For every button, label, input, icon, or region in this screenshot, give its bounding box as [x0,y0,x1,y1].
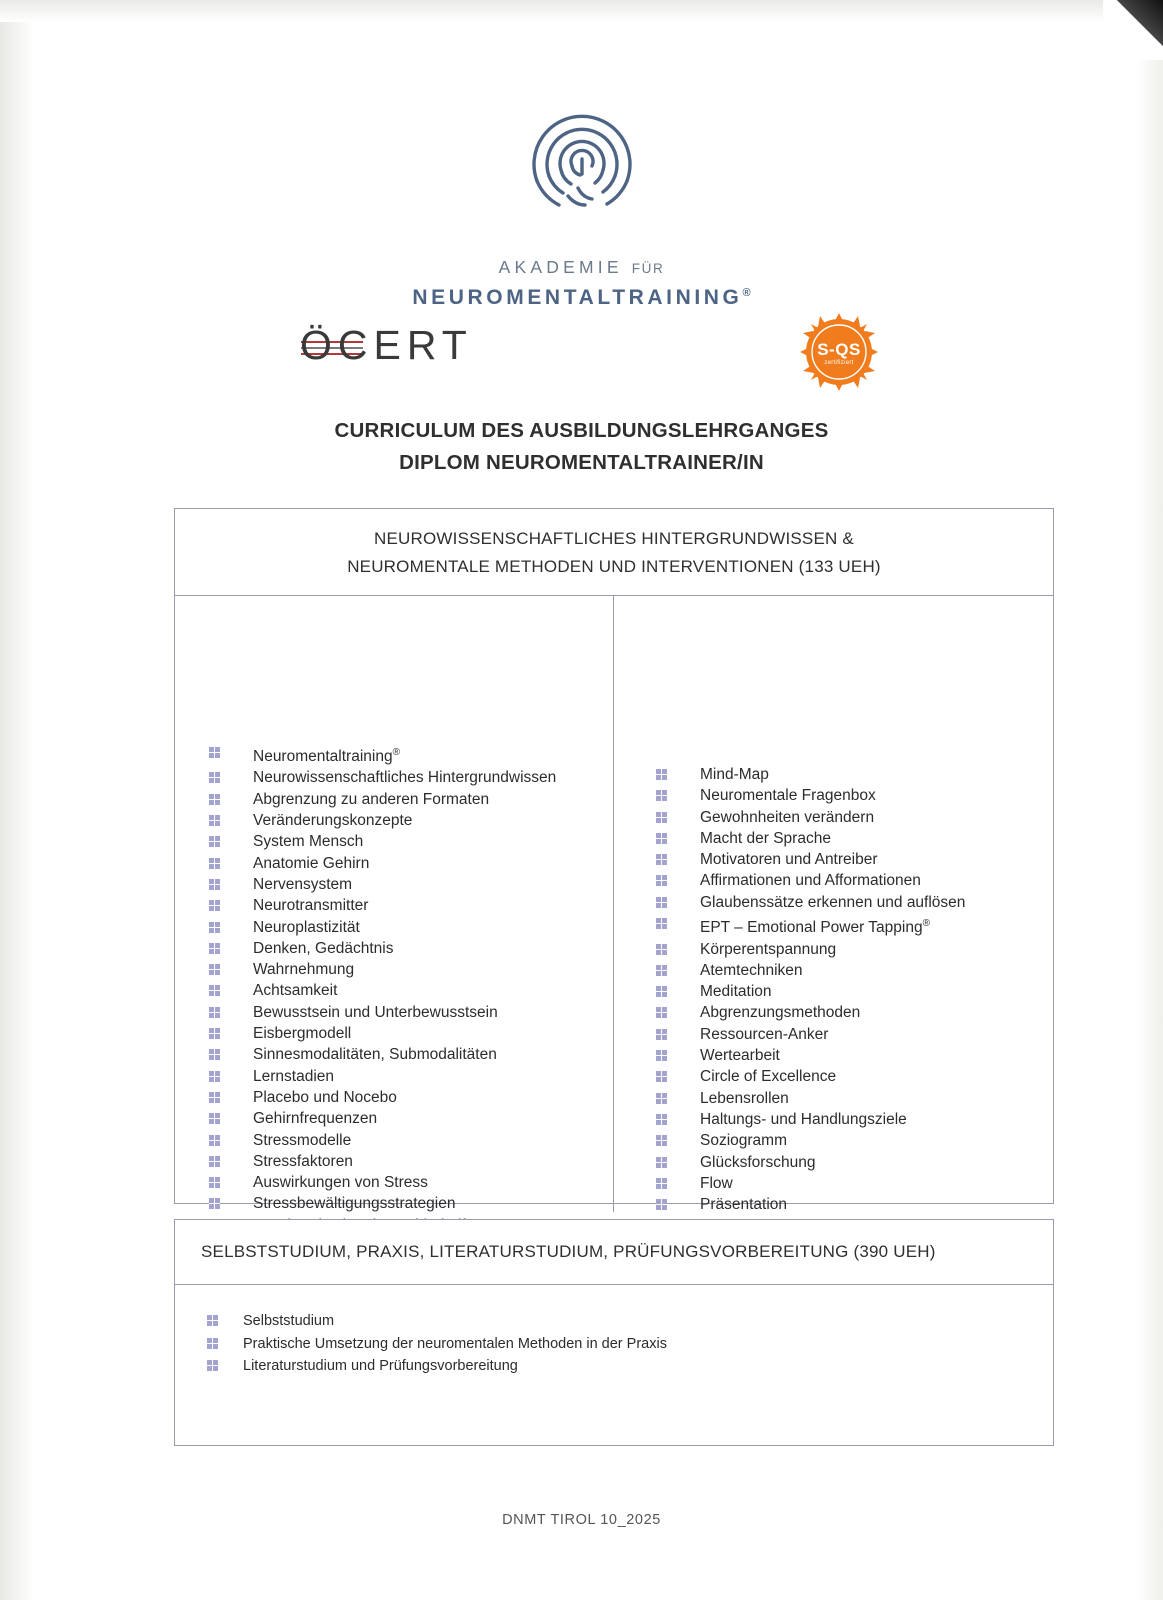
square-bullet-icon [656,944,667,955]
list-item-label: Placebo und Nocebo [253,1088,397,1106]
square-bullet-icon [209,922,220,933]
square-bullet-icon [656,1135,667,1146]
list-item-label: System Mensch [253,833,364,851]
list-item [209,1193,613,1214]
curriculum-main-header [175,509,1053,596]
list-item [656,1130,1053,1151]
self-study-list [207,1310,1053,1378]
self-study-list-wrap [175,1285,1053,1378]
page-title-line-2: DIPLOM NEUROMENTALTRAINER/IN [399,451,764,474]
list-item-label: Präsentation [700,1196,788,1214]
square-bullet-icon [656,1114,667,1125]
list-item-label: Wahrnehmung [253,961,355,979]
square-bullet-icon [209,943,220,954]
list-item-label: Nervensystem [253,875,353,893]
square-bullet-icon [209,964,220,975]
square-bullet-icon [209,1198,220,1209]
curriculum-columns [175,596,1053,1212]
list-item-label: EPT – Emotional Power Tapping® [700,918,930,937]
square-bullet-icon [656,1007,667,1018]
list-item-label: Lernstadien [253,1067,335,1085]
list-item [656,1088,1053,1109]
page-footer: DNMT TIROL 10_2025 [502,1512,661,1528]
brand-logo [0,104,1163,310]
list-item [656,785,1053,806]
list-item-label: Neurowissenschaftliches Hintergrundwissen [253,769,557,787]
list-item [207,1333,1053,1356]
list-item [209,980,613,1001]
list-item-label: Abgrenzungsmethoden [700,1004,861,1022]
list-item-label: Haltungs- und Handlungsziele [700,1110,907,1128]
list-item-label: Atemtechniken [700,961,803,979]
list-item [209,789,613,810]
list-item [209,1023,613,1044]
square-bullet-icon [209,1007,220,1018]
square-bullet-icon [209,772,220,783]
square-bullet-icon [209,1156,220,1167]
square-bullet-icon [207,1360,218,1371]
list-item [656,764,1053,785]
square-bullet-icon [656,918,667,929]
list-item [656,913,1053,938]
square-bullet-icon [656,986,667,997]
list-item [209,1108,613,1129]
list-item-label: Macht der Sprache [700,829,831,847]
list-item-label: Stressmodelle [253,1131,352,1149]
list-item [207,1355,1053,1378]
square-bullet-icon [209,900,220,911]
fingerprint-logo-icon [523,104,641,227]
list-item [656,849,1053,870]
list-item [656,1173,1053,1194]
list-item [209,1087,613,1108]
list-item-label: Mind-Map [700,766,769,783]
brand-line-1 [0,257,1163,278]
list-item-label: Achtsamkeit [253,982,338,1000]
list-item-label: Eisbergmodell [253,1025,352,1043]
list-item [209,874,613,895]
list-item [209,959,613,980]
scan-corner-artifact [1103,0,1163,60]
square-bullet-icon [656,875,667,886]
list-item-label: Stressbewältigungsstrategien [253,1195,456,1213]
square-bullet-icon [209,836,220,847]
square-bullet-icon [656,965,667,976]
list-item [209,1066,613,1087]
list-item-label: Stressfaktoren [253,1152,353,1170]
curriculum-right-list [656,764,1053,1215]
list-item [209,938,613,959]
list-item-label: Auswirkungen von Stress [253,1174,428,1192]
list-item-label: Anatomie Gehirn [253,854,370,872]
self-study-box [174,1219,1054,1446]
curriculum-main-header-line-1: NEUROWISSENSCHAFTLICHES HINTERGRUNDWISSEN & [374,529,854,548]
brand-fuer-text: FÜR [631,261,665,276]
list-item [656,981,1053,1002]
square-bullet-icon [209,747,220,758]
square-bullet-icon [656,1157,667,1168]
square-bullet-icon [209,985,220,996]
list-item [656,1194,1053,1215]
list-item [656,1152,1053,1173]
list-item-label: Praktische Umsetzung der neuromentalen Methoden in der Praxis [243,1335,667,1352]
list-item [209,1044,613,1065]
brand-akademie-text: AKADEMIE [498,257,623,277]
list-item-label: Ressourcen-Anker [700,1025,829,1043]
list-item [209,767,613,788]
list-item-label: Selbststudium [243,1313,335,1329]
sqs-seal [800,313,878,391]
list-item [209,1172,613,1193]
list-item-label: Abgrenzung zu anderen Formaten [253,790,490,808]
list-item [209,853,613,874]
list-item [656,807,1053,828]
list-item [656,1024,1053,1045]
list-item-label: Glaubenssätze erkennen und auflösen [700,893,966,911]
scan-edge-top [0,0,1163,22]
self-study-header: SELBSTSTUDIUM, PRAXIS, LITERATURSTUDIUM, PRÜFUNGSVORBEREITUNG (390 UEH) [175,1220,1053,1285]
list-item-label: Motivatoren und Antreiber [700,851,878,869]
list-item-label: Glücksforschung [700,1153,816,1171]
list-item [209,742,613,767]
list-item [209,1002,613,1023]
curriculum-left-list [209,742,613,1236]
curriculum-column-right [614,596,1053,1212]
list-item-label: Circle of Excellence [700,1068,837,1086]
square-bullet-icon [656,854,667,865]
list-item [656,1066,1053,1087]
square-bullet-icon [209,1113,220,1124]
square-bullet-icon [207,1315,218,1326]
list-item [656,1002,1053,1023]
list-item-label: Flow [700,1174,733,1192]
list-item-label: Wertearbeit [700,1047,780,1065]
square-bullet-icon [209,1071,220,1082]
list-item-label: Lebensrollen [700,1089,789,1107]
list-item [209,917,613,938]
list-item [209,1130,613,1151]
list-item-label: Bewusstsein und Unterbewusstsein [253,1003,498,1021]
registered-mark: ® [922,918,930,930]
square-bullet-icon [209,858,220,869]
square-bullet-icon [656,790,667,801]
list-item-label: Gehirnfrequenzen [253,1110,378,1128]
list-item [656,1045,1053,1066]
square-bullet-icon [656,897,667,908]
list-item-label: Affirmationen und Afformationen [700,872,921,890]
square-bullet-icon [207,1338,218,1349]
square-bullet-icon [656,1093,667,1104]
square-bullet-icon [656,833,667,844]
square-bullet-icon [656,769,667,780]
list-item-label: Veränderungskonzepte [253,812,413,830]
list-item-label: Denken, Gedächtnis [253,939,394,957]
square-bullet-icon [209,1028,220,1039]
page-title [0,415,1163,479]
sqs-sublabel: zertifiziert [824,360,854,366]
list-item [209,831,613,852]
page-title-line-1: CURRICULUM DES AUSBILDUNGSLEHRGANGES [334,419,829,442]
square-bullet-icon [209,879,220,890]
list-item-label: Sinnesmodalitäten, Submodalitäten [253,1046,497,1064]
curriculum-main-header-line-2: NEUROMENTALE METHODEN UND INTERVENTIONEN (133 UEH) [347,557,881,576]
curriculum-main-box [174,508,1054,1214]
list-item [209,1151,613,1172]
sqs-label: S-QS [817,340,861,359]
brand-line-2 [0,286,1163,310]
list-item [207,1310,1053,1333]
registered-mark: ® [392,747,400,758]
list-item-label: Soziogramm [700,1132,787,1150]
list-item-label: Gewohnheiten verändern [700,808,875,826]
square-bullet-icon [656,1050,667,1061]
square-bullet-icon [656,1199,667,1210]
list-item-label: Meditation [700,983,772,1001]
list-item [209,895,613,916]
list-item-label: Neurotransmitter [253,897,369,915]
brand-registered-mark: ® [742,287,751,299]
curriculum-column-left [175,596,614,1212]
square-bullet-icon [656,812,667,823]
list-item-label: Neuromentale Fragenbox [700,787,876,805]
list-item [656,960,1053,981]
list-item [209,810,613,831]
list-item [656,870,1053,891]
square-bullet-icon [209,1135,220,1146]
square-bullet-icon [656,1178,667,1189]
square-bullet-icon [209,794,220,805]
list-item-label: Körperentspannung [700,940,837,958]
list-item-label: Literaturstudium und Prüfungsvorbereitung [243,1358,518,1374]
square-bullet-icon [209,815,220,826]
list-item [656,828,1053,849]
square-bullet-icon [209,1049,220,1060]
square-bullet-icon [656,1071,667,1082]
list-item-label: Neuromentaltraining® [253,747,400,766]
square-bullet-icon [209,1092,220,1103]
list-item [656,1109,1053,1130]
square-bullet-icon [656,1029,667,1040]
list-item [656,939,1053,960]
brand-name-text: NEUROMENTALTRAINING [412,286,743,309]
oecert-label: ÖCERT [300,322,473,368]
list-item-label: Neuroplastizität [253,918,360,936]
square-bullet-icon [209,1177,220,1188]
list-item [656,892,1053,913]
